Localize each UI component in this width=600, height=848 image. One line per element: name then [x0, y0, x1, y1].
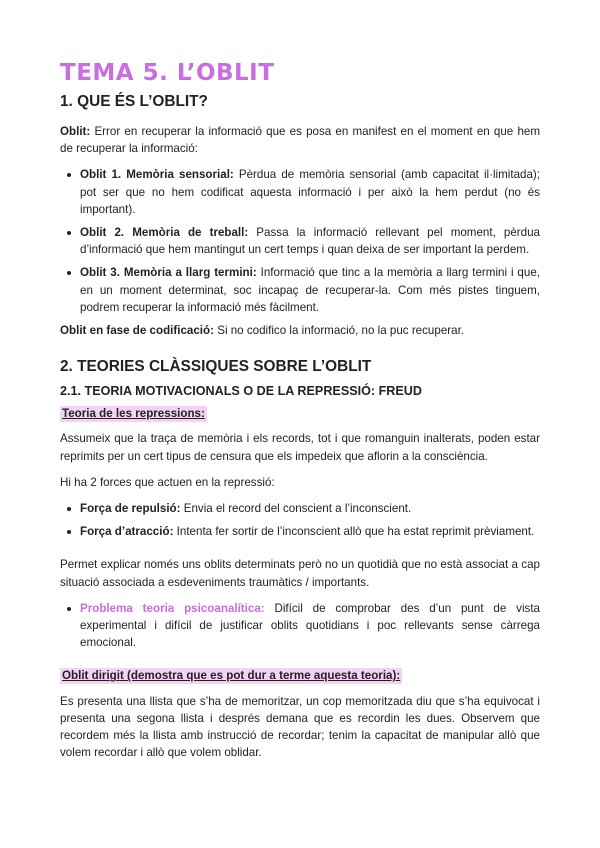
highlighted-heading: Teoria de les repressions:	[62, 407, 205, 421]
item-text: Passa la informació rellevant pel moment, pèrdua d’informació que hem mantingut un cert temps i quan deixa de ser important la perdem.	[80, 226, 540, 257]
item-text: Pèrdua de memòria sensorial (amb capacitat il·limitada); pot ser que no hem codificat aquesta informació i per això la hem perdut (no és important).	[80, 168, 541, 216]
bullet-icon	[67, 271, 71, 275]
forces-list	[60, 500, 540, 540]
highlight-heading-paragraph	[60, 667, 540, 684]
item-text: Informació que tinc a la memòria a llarg termini i que, en un moment determinat, soc incapaç de recuperar-la. Com més pistes tinguem, podrem recuperar la informació més fàcilment.	[80, 266, 540, 314]
bullet-icon	[67, 507, 71, 511]
explanation-paragraph: Permet explicar només uns oblits determinats però no un quotidià que no està associat a cap situació associada a esdeveniments traumàtics / importants.	[60, 558, 540, 589]
item-label: Força de repulsió:	[80, 502, 181, 516]
item-label: Força d’atracció:	[80, 525, 174, 539]
spacer	[60, 546, 540, 556]
list-item	[60, 264, 540, 316]
highlighted-heading: Oblit dirigit (demostra que es pot dur a terme aquesta teoria):	[62, 669, 401, 683]
oblit-types-list	[60, 166, 540, 316]
subsection-heading: 2.1. TEORIA MOTIVACIONALS O DE LA REPRESSIÓ: FREUD	[60, 384, 422, 399]
item-text: Envia el record del conscient a l’inconscient.	[180, 502, 412, 516]
list-item	[60, 224, 540, 258]
term-label: Oblit en fase de codificació:	[60, 324, 214, 338]
definition-text: Si no codifico la informació, no la puc recuperar.	[213, 324, 465, 338]
term-label: Oblit:	[60, 125, 91, 138]
section-2-heading: 2. TEORIES CLÀSSIQUES SOBRE L’OBLIT	[60, 358, 372, 376]
section-1-heading: 1. QUE ÉS L’OBLIT?	[60, 93, 208, 110]
item-label: Oblit 1. Memòria sensorial:	[80, 168, 234, 182]
forces-intro: Hi ha 2 forces que actuen en la repressió:	[60, 475, 275, 489]
oblit-definition	[60, 123, 540, 157]
item-text: Intenta fer sortir de l’inconscient allò que ha estat reprimit prèviament.	[173, 525, 535, 539]
bullet-icon	[67, 231, 71, 235]
list-item	[60, 523, 540, 540]
highlight-heading-paragraph	[60, 405, 540, 422]
list-item	[60, 600, 540, 652]
codification-paragraph	[60, 322, 540, 339]
item-label: Oblit 3. Memòria a llarg termini:	[80, 266, 257, 280]
item-label: Oblit 2. Memòria de treball:	[80, 226, 249, 240]
directed-forgetting-paragraph: Es presenta una llista que s’ha de memoritzar, un cop memoritzada diu que s’ha equivocat i presenta una segona llista i després demana que es recordin les dues. Observem que recordem més la llista amb instrucció de recordar; tenim la capacitat de manipular allò que volem recordar i allò que volem oblidar.	[60, 694, 540, 760]
bullet-icon	[67, 173, 71, 177]
definition-text: Error en recuperar la informació que es posa en manifest en el moment en que hem de recuperar la informació:	[60, 125, 540, 156]
bullet-icon	[67, 607, 71, 611]
item-text: Difícil de comprobar des d’un punt de vista experimental i difícil de justificar oblits quotidians i poc rellevants sense càrrega emocional.	[80, 601, 540, 650]
list-item	[60, 500, 540, 517]
item-label: Problema teoria psicoanalítica:	[80, 601, 265, 615]
problem-list	[60, 600, 540, 652]
repression-paragraph: Assumeix que la traça de memòria i els records, tot i que romanguin inalterats, poden estar reprimits per un cert tipus de censura que els impedeix que aflorin a la consciència.	[60, 432, 540, 463]
bullet-icon	[67, 530, 71, 534]
chapter-title: TEMA 5. L’OBLIT	[60, 60, 275, 86]
spacer	[60, 657, 540, 667]
list-item	[60, 166, 540, 218]
